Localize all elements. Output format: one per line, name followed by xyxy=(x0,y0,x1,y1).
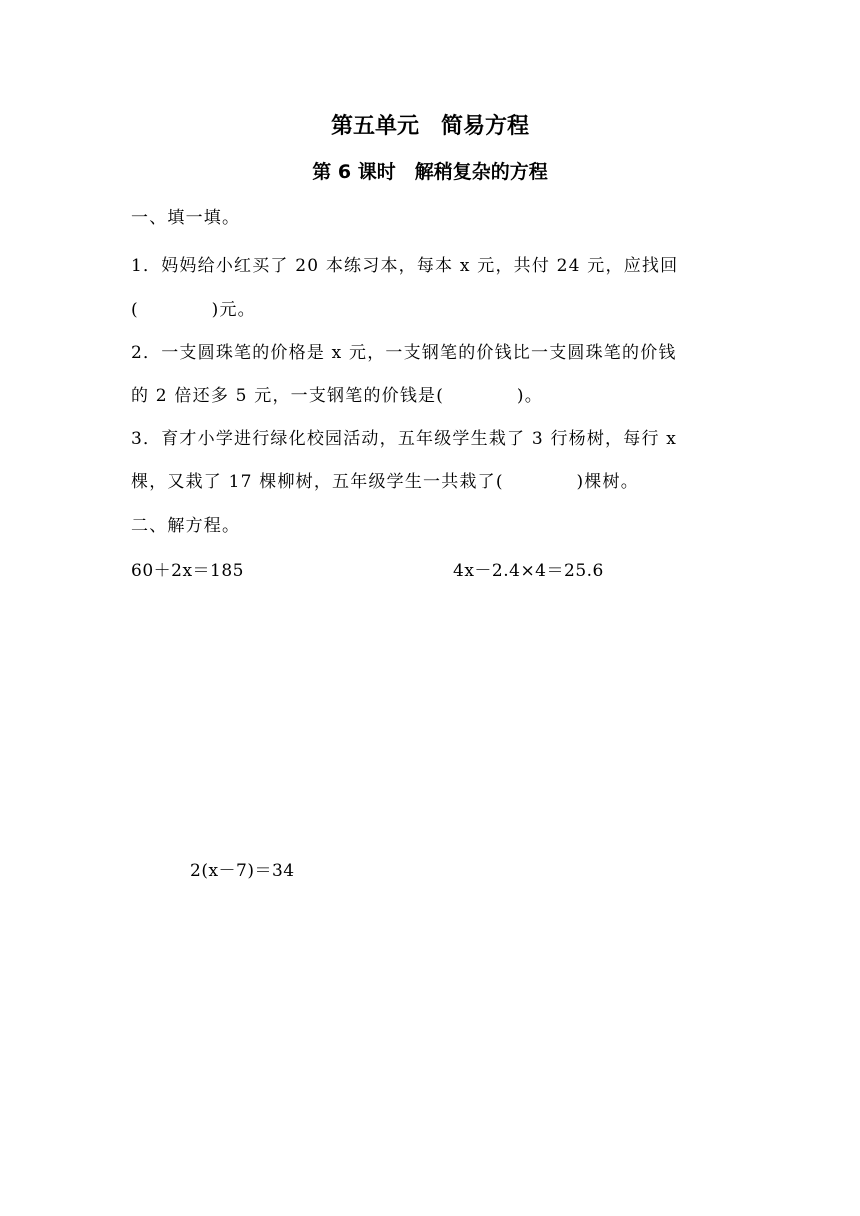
question3-line1: 3．育才小学进行绿化校园活动，五年级学生栽了 3 行杨树，每行 x xyxy=(131,429,678,449)
question1-line2: ( )元。 xyxy=(131,300,256,320)
section1-heading: 一、填一填。 xyxy=(131,208,241,228)
equation-3: 2(x－7)＝34 xyxy=(190,861,295,881)
question3-line2: 棵，又栽了 17 棵柳树，五年级学生一共栽了( )棵树。 xyxy=(131,472,639,492)
equation-1: 60＋2x＝185 xyxy=(131,561,244,581)
unit-title: 第五单元 简易方程 xyxy=(330,114,529,139)
equation-2: 4x－2.4×4＝25.6 xyxy=(453,561,604,581)
question2-line1: 2．一支圆珠笔的价格是 x 元，一支钢笔的价钱比一支圆珠笔的价钱 xyxy=(131,343,677,363)
section2-heading: 二、解方程。 xyxy=(131,516,241,536)
question1-line1: 1．妈妈给小红买了 20 本练习本，每本 x 元，共付 24 元，应找回 xyxy=(131,256,679,276)
lesson-title: 第 6 课时 解稍复杂的方程 xyxy=(312,161,548,183)
question2-line2: 的 2 倍还多 5 元，一支钢笔的价钱是( )。 xyxy=(131,386,543,406)
